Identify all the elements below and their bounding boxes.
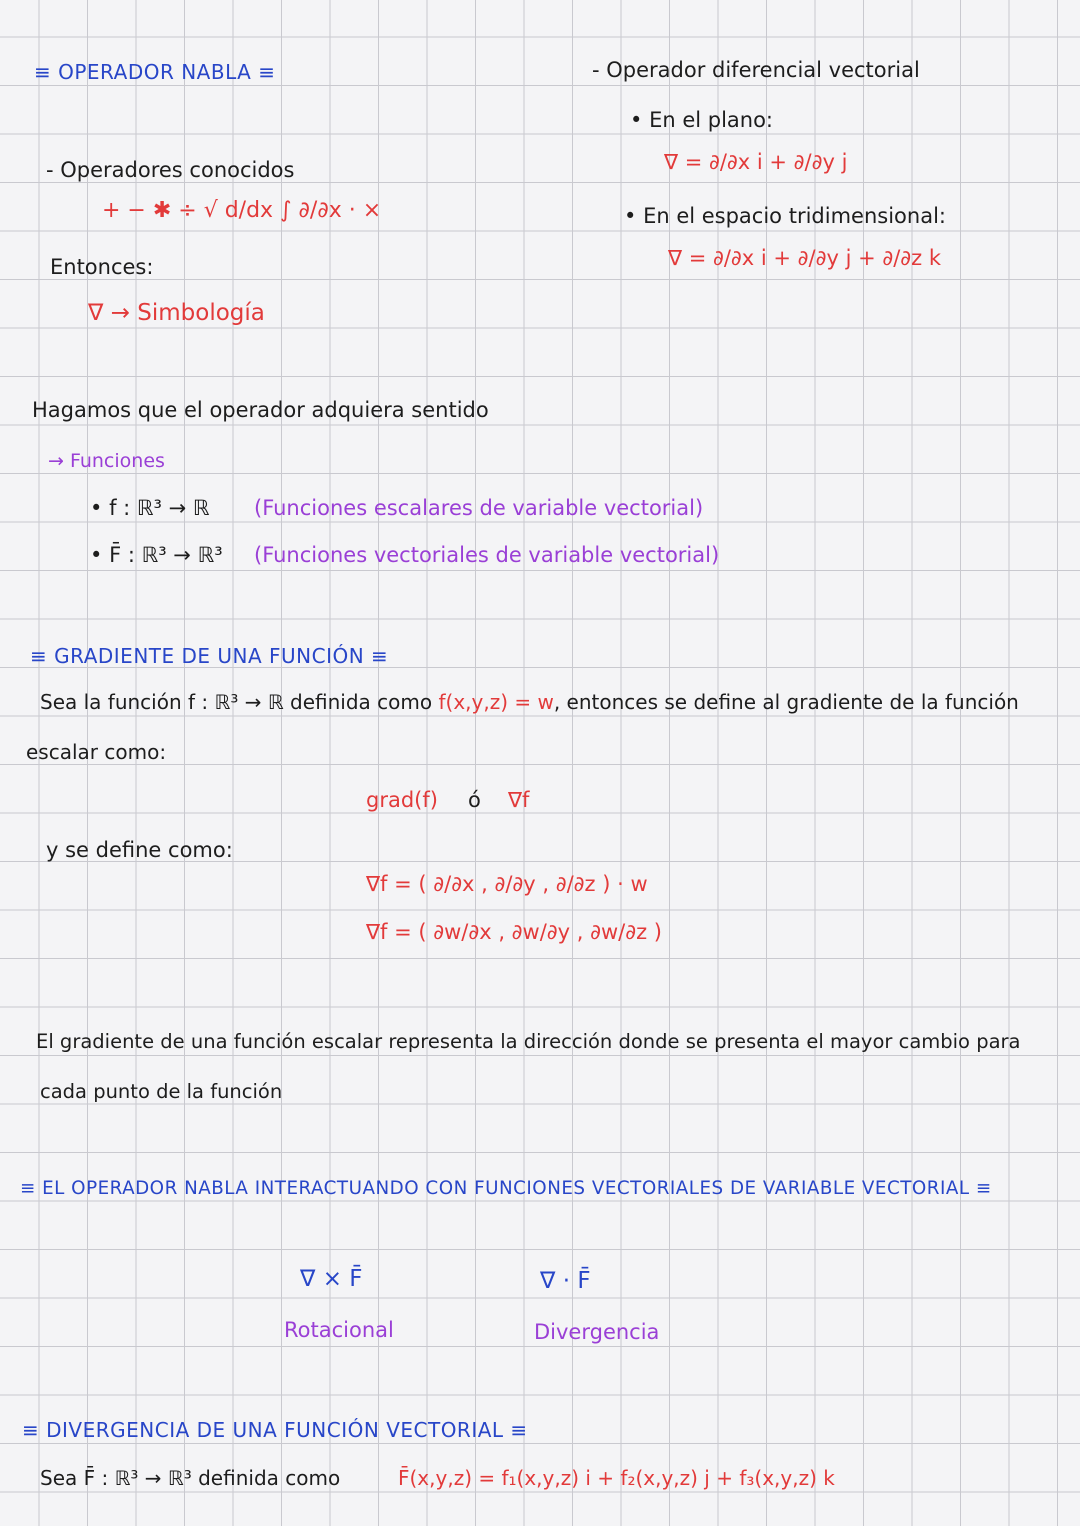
in-space-formula: ∇ = ∂/∂x i + ∂/∂y j + ∂/∂z k [668,246,941,270]
curl-symbol: ∇ × F̄ [300,1266,363,1292]
gradient-def-part1: Sea la función f : ℝ³ → ℝ definida como [40,690,433,714]
in-plane-formula: ∇ = ∂/∂x i + ∂/∂y j [664,150,848,174]
then-label: Entonces: [50,255,154,279]
gradient-notation-nabla: ∇f [508,788,530,812]
gradient-notation-or: ó [468,788,481,812]
divergence-def-formula: F̄(x,y,z) = f₁(x,y,z) i + f₂(x,y,z) j + f₃(x,y,z) k [398,1466,835,1490]
curl-label: Rotacional [284,1318,394,1342]
gradient-section-title: ≡ GRADIENTE DE UNA FUNCIÓN ≡ [30,644,389,668]
divergence-label: Divergencia [534,1320,660,1344]
gradient-meaning-line1: El gradiente de una función escalar representa la dirección donde se presenta el mayor cambio para [36,1030,1021,1053]
in-space-label: • En el espacio tridimensional: [624,204,946,229]
vector-function: • F̄ : ℝ³ → ℝ³ [90,543,223,568]
gradient-def-part2: , entonces se define al gradiente de la función [553,690,1019,714]
vector-function-description: (Funciones vectoriales de variable vectorial) [254,543,720,567]
symbology-label: ∇ → Simbología [88,300,265,326]
diff-operator-title: - Operador diferencial vectorial [592,58,920,82]
functions-label: → Funciones [48,450,165,472]
gradient-definition [40,690,1019,714]
meaning-intro: Hagamos que el operador adquiera sentido [32,398,489,422]
divergence-section-title: ≡ DIVERGENCIA DE UNA FUNCIÓN VECTORIAL ≡ [22,1418,528,1442]
gradient-def-line2: escalar como: [26,740,167,764]
vector-ops-section-title: ≡ EL OPERADOR NABLA INTERACTUANDO CON FUNCIONES VECTORIALES DE VARIABLE VECTORIAL ≡ [20,1178,992,1199]
divergence-def-part1: Sea F̄ : ℝ³ → ℝ³ definida como [40,1466,341,1490]
in-plane-label: • En el plano: [630,108,773,133]
known-operators-label: - Operadores conocidos [46,158,295,182]
scalar-function-description: (Funciones escalares de variable vectorial) [254,496,704,520]
known-operators-symbols: + − ✱ ÷ √ d/dx ∫ ∂/∂x · × [102,198,382,223]
gradient-formula-2: ∇f = ( ∂w/∂x , ∂w/∂y , ∂w/∂z ) [366,920,662,944]
gradient-def-formula: f(x,y,z) = w [438,690,554,714]
nabla-section-title: ≡ OPERADOR NABLA ≡ [34,60,276,84]
gradient-notation-grad: grad(f) [366,788,438,812]
scalar-function: • f : ℝ³ → ℝ [90,496,210,521]
gradient-formula-1: ∇f = ( ∂/∂x , ∂/∂y , ∂/∂z ) · w [366,872,648,896]
divergence-symbol: ∇ · F̄ [540,1268,591,1294]
gradient-meaning-line2: cada punto de la función [40,1080,283,1103]
gradient-defined-as: y se define como: [46,838,233,862]
